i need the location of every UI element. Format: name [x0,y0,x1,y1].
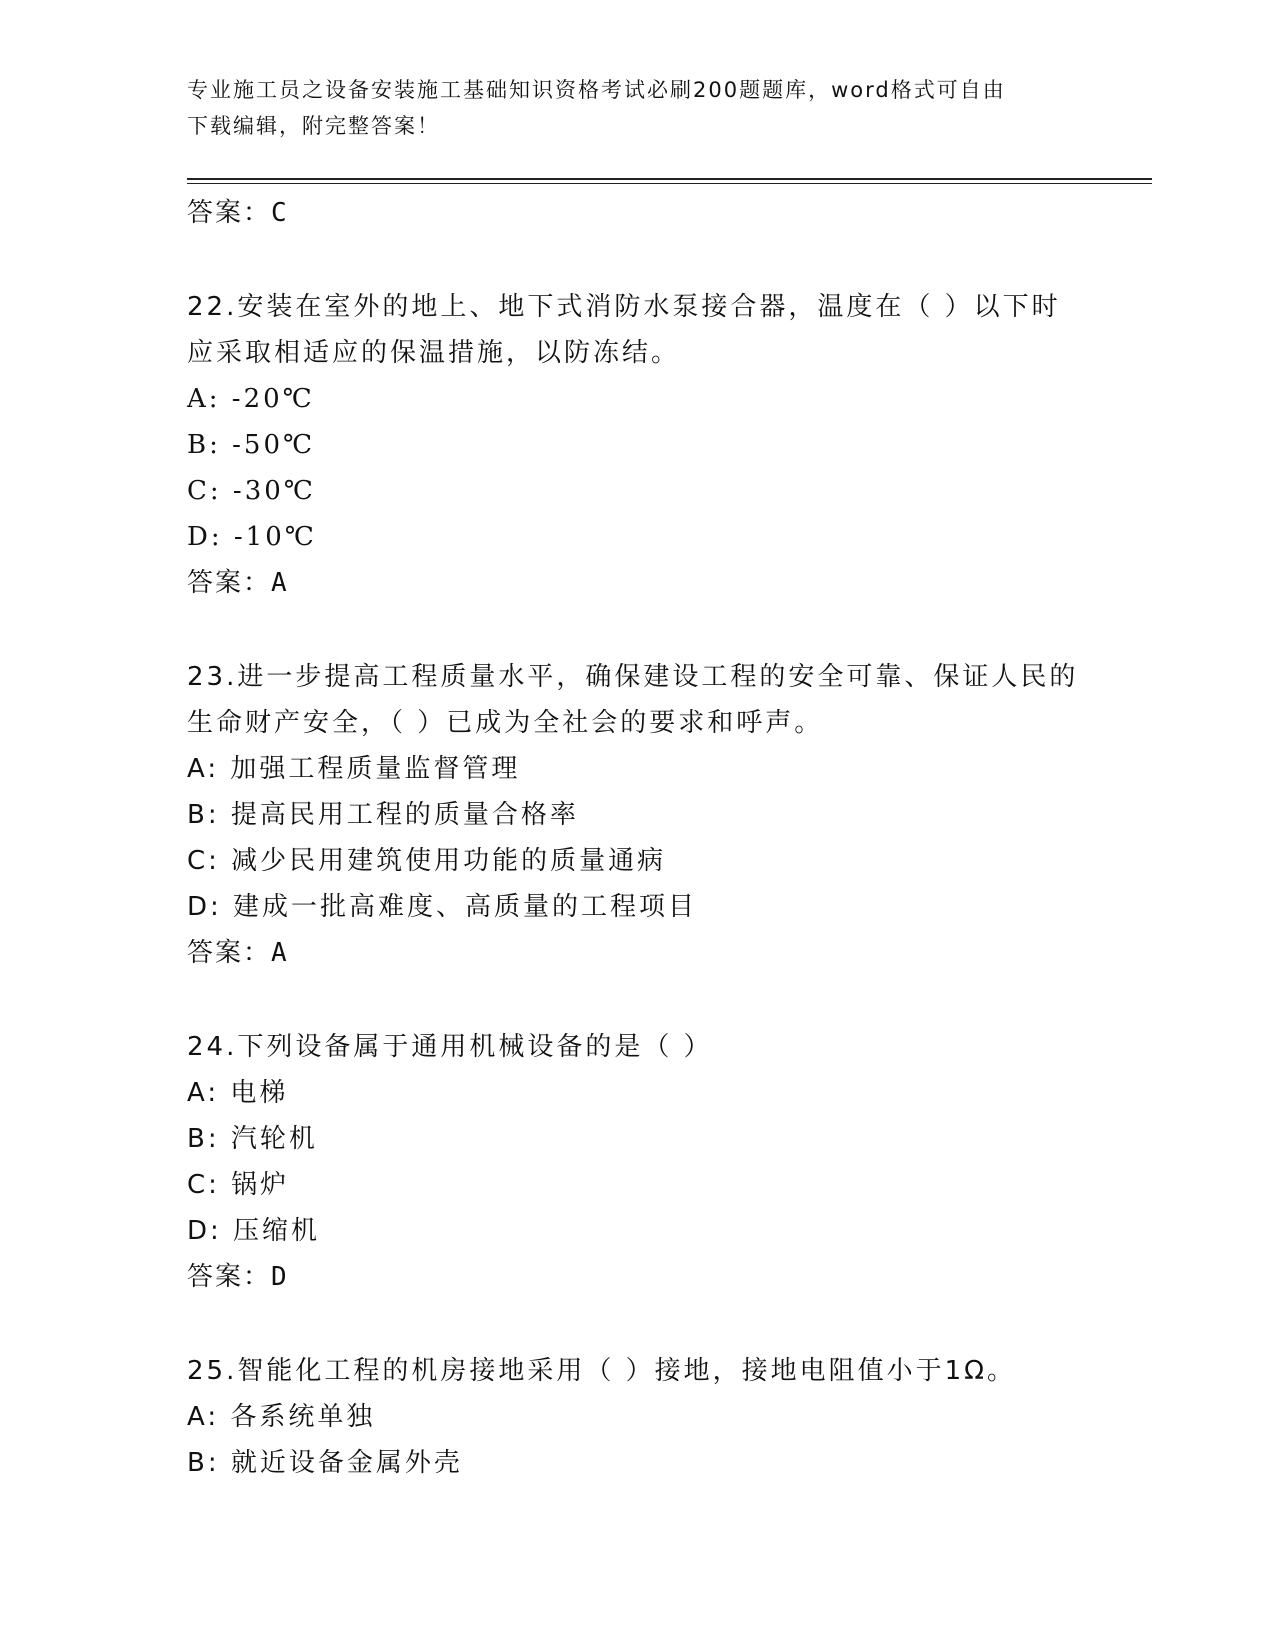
document-header [187,72,1067,144]
document-body [187,190,1127,1486]
answer-line: 答案：A [187,938,289,968]
option-c: C: 锅炉 [187,1170,290,1200]
question-block [187,654,1127,976]
question-text: 24.下列设备属于通用机械设备的是（ ） [187,1032,713,1062]
question-text: 22.安装在室外的地上、地下式消防水泵接合器，温度在（ ）以下时 [187,292,1061,322]
option-d: D: 建成一批高难度、高质量的工程项目 [187,892,698,922]
header-divider-thick [187,178,1152,180]
question-text: 应采取相适应的保温措施，以防冻结。 [187,338,681,368]
question-text: 25.智能化工程的机房接地采用（ ）接地，接地电阻值小于1Ω。 [187,1356,1017,1386]
option-c: C: -30℃ [187,476,316,506]
question-block [187,1348,1127,1486]
option-c: C: 减少民用建筑使用功能的质量通病 [187,846,667,876]
question-block [187,1024,1127,1300]
option-a: A: 加强工程质量监督管理 [187,754,521,784]
option-b: B: 汽轮机 [187,1124,318,1154]
answer-line: 答案：C [187,198,289,228]
header-divider-thin [187,183,1152,184]
option-b: B: -50℃ [187,430,316,460]
option-b: B: 就近设备金属外壳 [187,1448,463,1478]
option-b: B: 提高民用工程的质量合格率 [187,800,579,830]
answer-line: 答案：A [187,568,289,598]
header-line-1: 专业施工员之设备安装施工基础知识资格考试必刷200题题库，word格式可自由 [187,78,1006,102]
option-d: D: -10℃ [187,522,317,552]
option-d: D: 压缩机 [187,1216,321,1246]
question-block [187,284,1127,606]
question-text: 生命财产安全，（ ）已成为全社会的要求和呼声。 [187,708,824,738]
header-line-2: 下载编辑，附完整答案！ [187,114,440,138]
option-a: A: 电梯 [187,1078,289,1108]
option-a: A: -20℃ [187,384,315,414]
answer-line: 答案：D [187,1262,289,1292]
question-text: 23.进一步提高工程质量水平，确保建设工程的安全可靠、保证人民的 [187,662,1079,692]
option-a: A: 各系统单独 [187,1402,376,1432]
